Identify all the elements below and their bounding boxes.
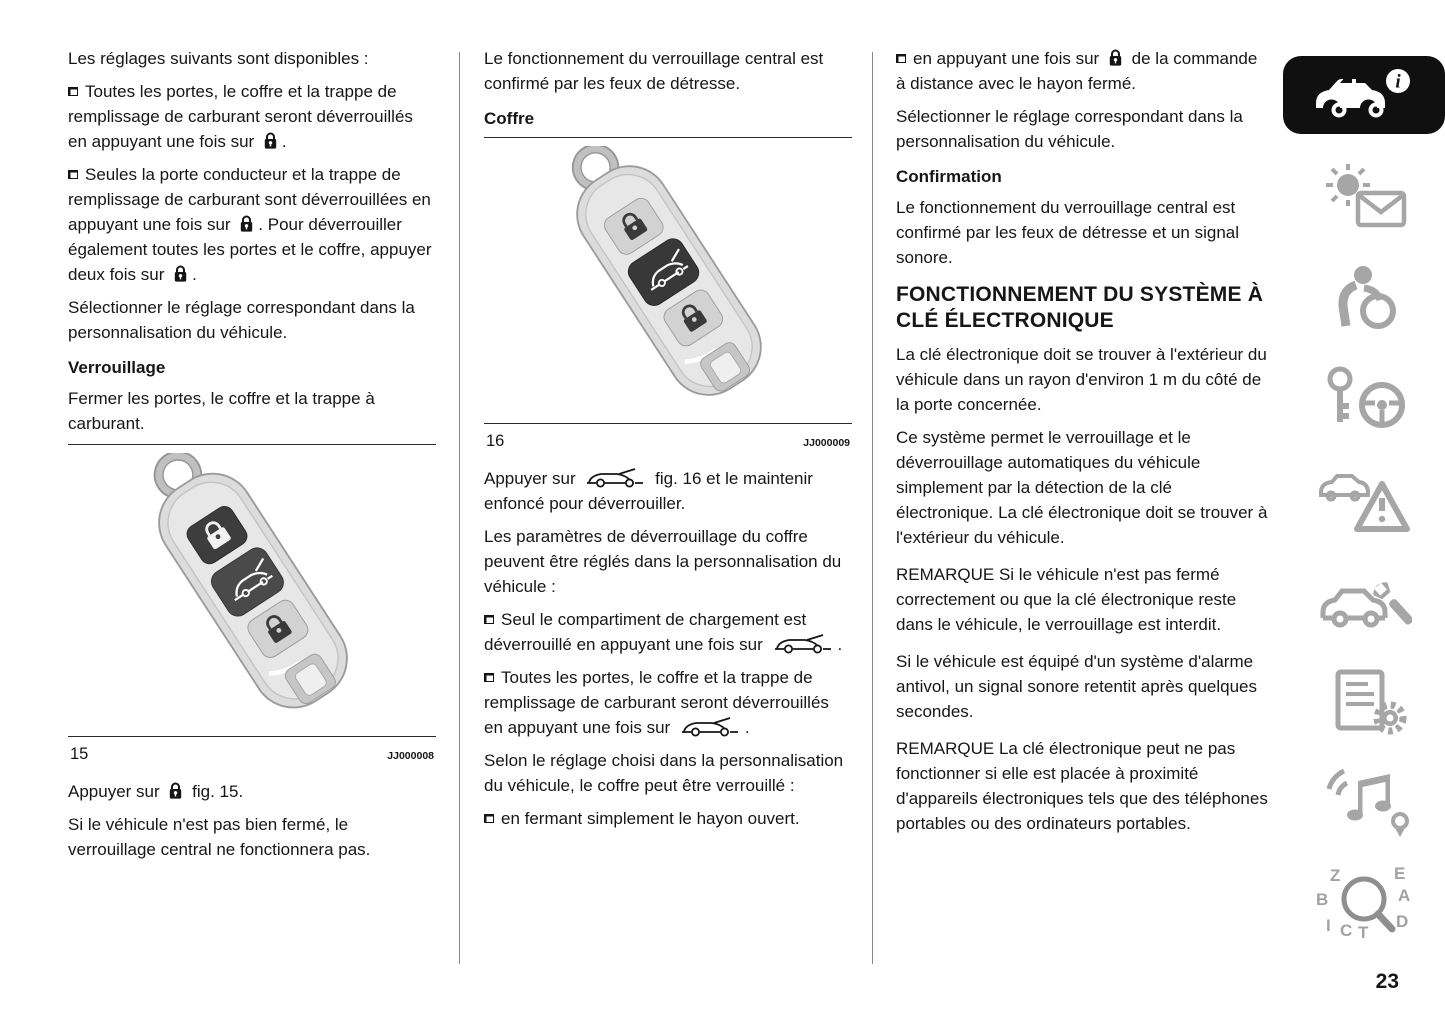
car-open-tailgate-icon (585, 466, 645, 489)
lock-icon (239, 214, 254, 233)
car-open-tailgate-icon (680, 715, 740, 738)
key-fob-illustration (68, 453, 436, 725)
figure-number: 16 (486, 432, 505, 450)
index-letter: C (1340, 921, 1353, 940)
figure-caption (68, 737, 436, 769)
column-divider (872, 52, 873, 964)
index-letter: I (1326, 916, 1331, 935)
bullet-item: en fermant simplement le hayon ouvert. (484, 806, 852, 831)
section-tab-sidebar (1283, 56, 1445, 965)
figure-key-remote-15 (68, 444, 436, 769)
paragraph: Si le véhicule est équipé d'un système d'alarme antivol, un signal sonore retentit après quelques secondes. (896, 652, 1258, 721)
warning-lights-message-icon (1318, 163, 1410, 229)
lock-icon (263, 131, 278, 150)
sidebar-item-multimedia[interactable] (1283, 763, 1445, 841)
column-2 (484, 46, 852, 839)
square-bullet-icon (68, 87, 78, 96)
figure-code: JJ000009 (803, 437, 850, 449)
bullet-text: . Pour déverrouiller également toutes les portes et le coffre, appuyer deux fois sur (68, 215, 432, 284)
paragraph: Selon le réglage choisi dans la personnalisation du véhicule, le coffre peut être verrouillé : (484, 751, 844, 795)
intro-paragraph: Les réglages suivants sont disponibles : (68, 49, 369, 68)
figure-caption (484, 424, 852, 456)
remark-paragraph: REMARQUE La clé électronique peut ne pas fonctionner si elle est placée à proximité d'appareils électroniques tels que des téléphones portables ou des ordinateurs portables. (896, 739, 1268, 833)
figure-image-area (68, 444, 436, 737)
car-info-icon (1312, 68, 1416, 122)
sidebar-item-safety[interactable] (1283, 258, 1445, 336)
remark-paragraph: REMARQUE Si le véhicule n'est pas fermé correctement ou que la clé électronique reste dans le véhicule, le verrouillage est interdit. (896, 565, 1237, 634)
paragraph: Appuyer sur fig. 16 et le maintenir enfoncé pour déverrouiller. (484, 466, 852, 516)
magnifier-icon (1312, 865, 1416, 941)
lock-icon (168, 781, 183, 800)
column-3 (896, 46, 1268, 844)
car-open-tailgate-icon (773, 632, 833, 655)
bullet-text: . (192, 265, 197, 284)
column-divider (459, 52, 460, 964)
key-fob-illustration (484, 146, 852, 412)
bullet-item (68, 162, 436, 287)
column-1 (68, 46, 436, 870)
bullet-item: Toutes les portes, le coffre et la trappe de remplissage de carburant seront déverrouillés en appuyant une fois sur . (484, 668, 829, 737)
paragraph: Sélectionner le réglage correspondant dans la personnalisation du véhicule. (68, 298, 415, 342)
lock-icon (1108, 48, 1123, 67)
sidebar-item-index[interactable] (1283, 864, 1445, 942)
multimedia-audio-icon (1316, 767, 1412, 837)
bullet-text: Seules la porte conducteur et la trappe de remplissage de carburant sont déverrouillées en appuyant une fois sur (68, 165, 431, 234)
sidebar-item-dashboard[interactable] (1283, 157, 1445, 235)
paragraph: Les paramètres de déverrouillage du coffre peuvent être réglés dans la personnalisation du véhicule : (484, 527, 842, 596)
car-wrench-maintenance-icon (1316, 565, 1412, 635)
airbag-safety-icon (1318, 263, 1410, 331)
bullet-item: en appuyant une fois sur de la commande à distance avec le hayon fermé. (896, 49, 1258, 93)
figure-key-remote-16 (484, 137, 852, 456)
section-heading-cle-electronique: FONCTIONNEMENT DU SYSTÈME À CLÉ ÉLECTRONIQUE (896, 283, 1264, 332)
key-steering-wheel-icon (1316, 364, 1412, 432)
svg-text:i: i (1395, 71, 1401, 93)
index-letter: A (1398, 886, 1411, 905)
subsection-heading-verrouillage: Verrouillage (68, 358, 166, 377)
paragraph: Le fonctionnement du verrouillage central est confirmé par les feux de détresse. (484, 49, 824, 93)
sidebar-item-driving[interactable] (1283, 359, 1445, 437)
subsection-heading-coffre: Coffre (484, 109, 535, 128)
sidebar-item-technical-data[interactable] (1283, 662, 1445, 740)
subsection-heading-confirmation: Confirmation (896, 167, 1002, 186)
index-letter: Z (1330, 866, 1341, 885)
index-letter: D (1396, 912, 1409, 931)
square-bullet-icon (484, 615, 494, 624)
sidebar-item-maintenance[interactable] (1283, 561, 1445, 639)
index-letter: T (1358, 923, 1369, 942)
paragraph: Ce système permet le verrouillage et le déverrouillage automatiques du véhicule simplement par la détection de la clé électronique. La clé électronique doit se trouver à l'extérieur du véhicule. (896, 428, 1268, 547)
paragraph: Le fonctionnement du verrouillage central est confirmé par les feux de détresse et un signal sonore. (896, 198, 1240, 267)
paragraph: La clé électronique doit se trouver à l'extérieur du véhicule dans un rayon d'environ 1 m du côté de la porte concernée. (896, 345, 1267, 414)
figure-code: JJ000008 (387, 750, 434, 762)
bullet-text: Toutes les portes, le coffre et la trappe de remplissage de carburant seront déverrouillés en appuyant une fois sur (68, 82, 413, 151)
alphabetical-index-icon (1312, 865, 1416, 941)
square-bullet-icon (896, 54, 906, 63)
breakdown-triangle-icon (1316, 464, 1412, 534)
figure-image-area (484, 137, 852, 424)
bullet-item (68, 79, 436, 154)
square-bullet-icon (484, 673, 494, 682)
paragraph: Si le véhicule n'est pas bien fermé, le verrouillage central ne fonctionnera pas. (68, 815, 371, 859)
spec-sheet-gear-icon (1316, 666, 1412, 736)
index-letter: E (1394, 864, 1406, 883)
bullet-item: Seul le compartiment de chargement est déverrouillé en appuyant une fois sur . (484, 610, 843, 654)
paragraph: Appuyer sur fig. 15. (68, 782, 244, 801)
figure-number: 15 (70, 745, 89, 763)
paragraph: Fermer les portes, le coffre et la trappe à carburant. (68, 389, 375, 433)
paragraph: Sélectionner le réglage correspondant dans la personnalisation du véhicule. (896, 107, 1243, 151)
lock-icon (173, 264, 188, 283)
sidebar-item-emergency[interactable] (1283, 460, 1445, 538)
sidebar-item-vehicle-info[interactable] (1283, 56, 1445, 134)
page-number: 23 (1375, 970, 1399, 993)
bullet-text: . (281, 132, 287, 151)
square-bullet-icon (68, 170, 78, 179)
square-bullet-icon (484, 814, 494, 823)
index-letter: B (1316, 890, 1329, 909)
